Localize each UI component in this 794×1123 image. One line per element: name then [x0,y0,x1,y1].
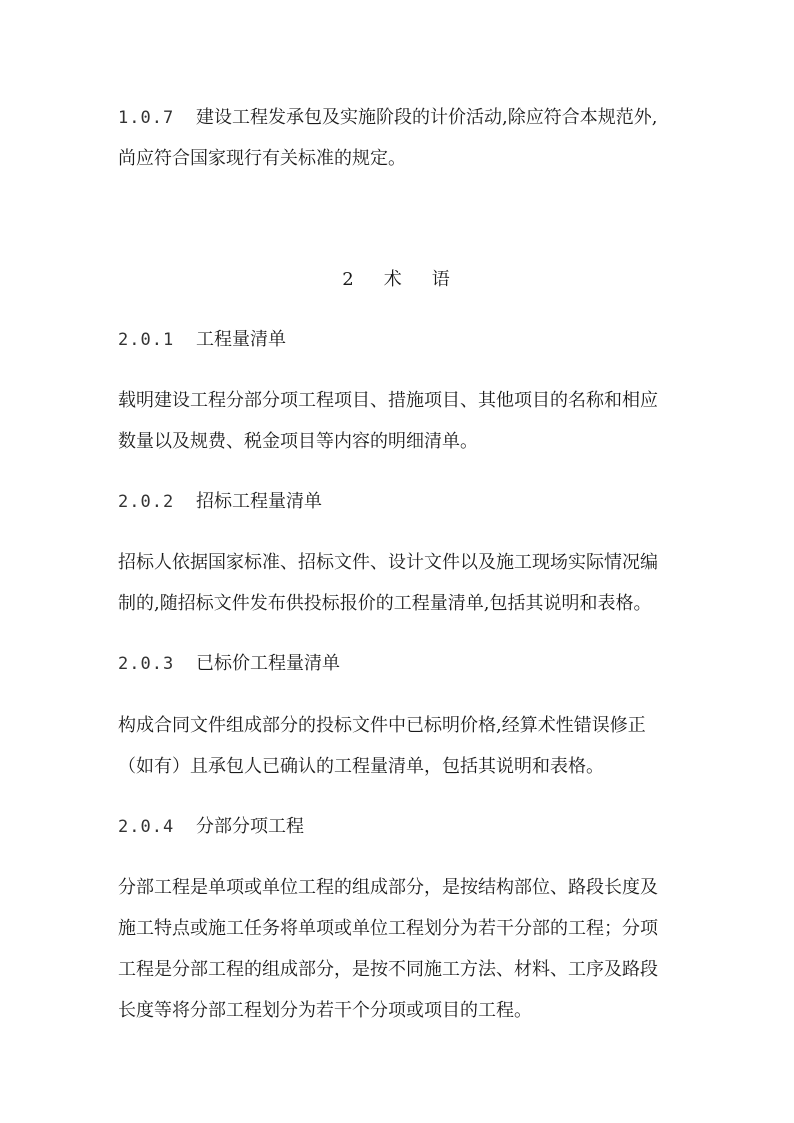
clause-2-0-1-heading [118,328,286,352]
clause-2-0-4-line-3: 工程是分部工程的组成部分，是按不同施工方法、材料、工序及路段 [118,959,658,980]
clause-number: 2.0.3 [118,654,175,674]
clause-2-0-4-heading [118,815,304,839]
clause-1-0-7-line-1 [118,106,657,130]
clause-2-0-4-line-2: 施工特点或施工任务将单项或单位工程划分为若干分部的工程；分项 [118,918,658,939]
clause-term: 已标价工程量清单 [196,653,340,674]
clause-term: 工程量清单 [196,329,286,350]
chapter-heading [0,268,794,292]
clause-number: 2.0.1 [118,330,175,350]
clause-number: 1.0.7 [118,108,175,128]
clause-2-0-2-heading [118,490,322,514]
clause-2-0-2-line-1: 招标人依据国家标准、招标文件、设计文件以及施工现场实际情况编 [118,552,658,573]
clause-1-0-7-line-2: 尚应符合国家现行有关标准的规定。 [118,148,406,169]
clause-text: 建设工程发承包及实施阶段的计价活动,除应符合本规范外, [196,107,658,128]
clause-2-0-4-line-1: 分部工程是单项或单位工程的组成部分，是按结构部位、路段长度及 [118,877,658,898]
clause-2-0-1-line-1: 载明建设工程分部分项工程项目、措施项目、其他项目的名称和相应 [118,390,658,411]
chapter-number: 2 [342,269,356,290]
clause-2-0-1-line-2: 数量以及规费、税金项目等内容的明细清单。 [118,431,478,452]
chapter-title-char-1: 术 [383,269,404,290]
clause-2-0-4-line-4: 长度等将分部工程划分为若干个分项或项目的工程。 [118,1000,532,1021]
clause-number: 2.0.4 [118,817,175,837]
clause-2-0-3-heading [118,652,340,676]
clause-term: 招标工程量清单 [196,491,322,512]
clause-number: 2.0.2 [118,492,175,512]
clause-2-0-3-line-1: 构成合同文件组成部分的投标文件中已标明价格,经算术性错误修正 [118,715,646,736]
chapter-title-char-2: 语 [431,269,452,290]
clause-term: 分部分项工程 [196,816,304,837]
clause-2-0-3-line-2: （如有）且承包人已确认的工程量清单，包括其说明和表格。 [118,756,604,777]
clause-2-0-2-line-2: 制的,随招标文件发布供投标报价的工程量清单,包括其说明和表格。 [118,593,652,614]
